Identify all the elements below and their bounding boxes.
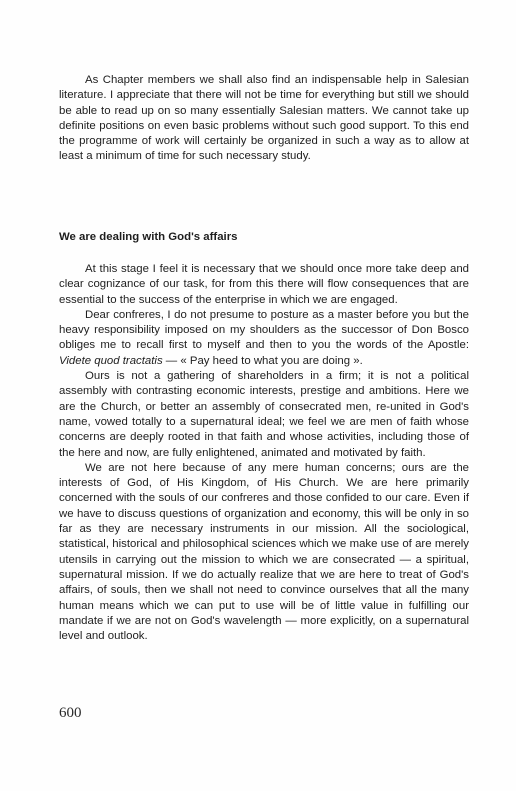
page-number: 600 bbox=[59, 705, 82, 721]
paragraph-dear-confreres bbox=[59, 308, 469, 369]
paragraph-not-shareholders: Ours is not a gathering of shareholders in a firm; it is not a political assembly with contrasting economic interests, prestige and ambitions. Here we are the Church, or better an assembly of consecrated men, re-united in God's name, vowed totally to a supernatural ideal; we feel we are men of faith whose concerns are deeply rooted in that faith and whose activities, including those of the here and now, are fully enlightened, animated and motivated by faith. bbox=[59, 370, 469, 459]
paragraph-dear-confreres-end: — « Pay heed to what you are doing ». bbox=[162, 354, 363, 367]
section-heading: We are dealing with God's affairs bbox=[59, 231, 238, 243]
paragraph-dear-confreres-text: Dear confreres, I do not presume to posture as a master before you but the heavy responsibility imposed on my shoulders as the successor of Don Bosco obliges me to recall first to myself and then to you the words of the Apostle: bbox=[59, 308, 469, 352]
latin-quote: Videte quod tractatis bbox=[59, 354, 163, 367]
paragraph-cognizance: At this stage I feel it is necessary that we should once more take deep and clear cognizance of our task, for from this there will flow consequences that are essential to the success of the enterprise in which we are engaged. bbox=[59, 263, 469, 306]
intro-text-block bbox=[59, 73, 469, 165]
intro-paragraph: As Chapter members we shall also find an indispensable help in Salesian literature. I appreciate that there will not be time for everything but still we should be able to read up on so many essentially Salesian matters. We cannot take up definite positions on even basic problems without such good support. To this end the programme of work will certainly be organized in such a way as to allow at least a minimum of time for such necessary study. bbox=[59, 74, 469, 163]
section-text-block bbox=[59, 262, 469, 644]
paragraph-human-concerns: We are not here because of any mere human concerns; ours are the interests of God, of His Kingdom, of His Church. We are here primarily concerned with the souls of our confreres and those confided to our care. Even if we have to discuss questions of organization and economy, this will be only in so far as they are necessary instruments in our mission. All the sociological, statistical, historical and philosophical sciences which we make use of are merely utensils in carrying out the mission to which we are consecrated — a spiritual, supernatural mission. If we do actually realize that we are here to treat of God's affairs, of souls, then we shall not need to convince ourselves that all the many human means which we can put to use will be of little value in fulfilling our mandate if we are not on God's wavelength — more explicitly, on a supernatural level and outlook. bbox=[59, 461, 469, 643]
